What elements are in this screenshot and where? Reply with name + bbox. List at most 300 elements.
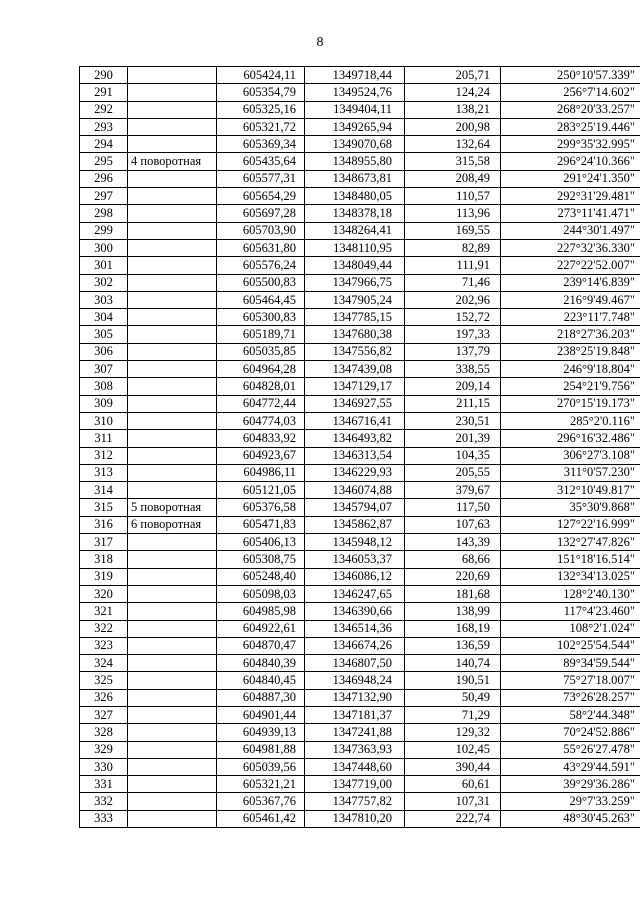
point-note-cell [128, 689, 217, 706]
y-coordinate-cell: 1346247,65 [305, 585, 405, 602]
table-row [80, 776, 640, 793]
table-row [80, 205, 640, 222]
point-number-cell: 332 [80, 793, 128, 810]
direction-angle-cell: 55°26'27.478" [501, 741, 640, 758]
table-row [80, 291, 640, 308]
point-note-cell [128, 361, 217, 378]
distance-cell: 132,64 [405, 136, 501, 153]
direction-angle-cell: 35°30'9.868" [501, 499, 640, 516]
distance-cell: 129,32 [405, 724, 501, 741]
x-coordinate-cell: 605189,71 [217, 326, 305, 343]
direction-angle-cell: 254°21'9.756" [501, 378, 640, 395]
table-row [80, 568, 640, 585]
distance-cell: 390,44 [405, 758, 501, 775]
x-coordinate-cell: 605321,21 [217, 776, 305, 793]
table-row [80, 585, 640, 602]
point-note-cell [128, 188, 217, 205]
point-note-cell [128, 257, 217, 274]
x-coordinate-cell: 604772,44 [217, 395, 305, 412]
x-coordinate-cell: 605500,83 [217, 274, 305, 291]
x-coordinate-cell: 605308,75 [217, 551, 305, 568]
table-row [80, 67, 640, 84]
point-note-cell: 6 поворотная [128, 516, 217, 533]
distance-cell: 82,89 [405, 239, 501, 256]
table-row [80, 395, 640, 412]
x-coordinate-cell: 605367,76 [217, 793, 305, 810]
distance-cell: 113,96 [405, 205, 501, 222]
table-row [80, 603, 640, 620]
point-number-cell: 327 [80, 706, 128, 723]
x-coordinate-cell: 605376,58 [217, 499, 305, 516]
point-number-cell: 313 [80, 464, 128, 481]
y-coordinate-cell: 1346493,82 [305, 430, 405, 447]
point-note-cell [128, 637, 217, 654]
distance-cell: 104,35 [405, 447, 501, 464]
distance-cell: 137,79 [405, 343, 501, 360]
table-row [80, 724, 640, 741]
x-coordinate-cell: 605471,83 [217, 516, 305, 533]
x-coordinate-cell: 605248,40 [217, 568, 305, 585]
x-coordinate-cell: 604964,28 [217, 361, 305, 378]
y-coordinate-cell: 1347181,37 [305, 706, 405, 723]
point-number-cell: 290 [80, 67, 128, 84]
y-coordinate-cell: 1347132,90 [305, 689, 405, 706]
x-coordinate-cell: 605098,03 [217, 585, 305, 602]
distance-cell: 220,69 [405, 568, 501, 585]
point-note-cell [128, 534, 217, 551]
x-coordinate-cell: 605354,79 [217, 84, 305, 101]
point-note-cell [128, 706, 217, 723]
point-note-cell: 4 поворотная [128, 153, 217, 170]
table-row [80, 84, 640, 101]
table-row [80, 326, 640, 343]
point-number-cell: 292 [80, 101, 128, 118]
distance-cell: 138,21 [405, 101, 501, 118]
point-note-cell [128, 776, 217, 793]
y-coordinate-cell: 1348110,95 [305, 239, 405, 256]
point-note-cell [128, 395, 217, 412]
table-row [80, 655, 640, 672]
distance-cell: 205,55 [405, 464, 501, 481]
y-coordinate-cell: 1345794,07 [305, 499, 405, 516]
x-coordinate-cell: 605325,16 [217, 101, 305, 118]
y-coordinate-cell: 1347448,60 [305, 758, 405, 775]
direction-angle-cell: 151°18'16.514" [501, 551, 640, 568]
table-row [80, 689, 640, 706]
point-number-cell: 295 [80, 153, 128, 170]
direction-angle-cell: 127°22'16.999" [501, 516, 640, 533]
coordinates-table-body [80, 67, 640, 828]
point-number-cell: 326 [80, 689, 128, 706]
table-row [80, 239, 640, 256]
distance-cell: 211,15 [405, 395, 501, 412]
distance-cell: 209,14 [405, 378, 501, 395]
direction-angle-cell: 270°15'19.173" [501, 395, 640, 412]
distance-cell: 140,74 [405, 655, 501, 672]
point-number-cell: 311 [80, 430, 128, 447]
distance-cell: 71,29 [405, 706, 501, 723]
distance-cell: 169,55 [405, 222, 501, 239]
direction-angle-cell: 244°30'1.497" [501, 222, 640, 239]
table-row [80, 706, 640, 723]
direction-angle-cell: 273°11'41.471" [501, 205, 640, 222]
y-coordinate-cell: 1349265,94 [305, 118, 405, 135]
distance-cell: 379,67 [405, 482, 501, 499]
direction-angle-cell: 246°9'18.804" [501, 361, 640, 378]
distance-cell: 111,91 [405, 257, 501, 274]
distance-cell: 138,99 [405, 603, 501, 620]
table-row [80, 620, 640, 637]
y-coordinate-cell: 1348378,18 [305, 205, 405, 222]
x-coordinate-cell: 604901,44 [217, 706, 305, 723]
point-number-cell: 308 [80, 378, 128, 395]
point-number-cell: 291 [80, 84, 128, 101]
distance-cell: 315,58 [405, 153, 501, 170]
point-note-cell [128, 378, 217, 395]
x-coordinate-cell: 604840,39 [217, 655, 305, 672]
x-coordinate-cell: 605300,83 [217, 309, 305, 326]
x-coordinate-cell: 604774,03 [217, 412, 305, 429]
direction-angle-cell: 223°11'7.748" [501, 309, 640, 326]
point-note-cell [128, 101, 217, 118]
y-coordinate-cell: 1347439,08 [305, 361, 405, 378]
table-row [80, 534, 640, 551]
x-coordinate-cell: 605035,85 [217, 343, 305, 360]
point-number-cell: 328 [80, 724, 128, 741]
table-row [80, 274, 640, 291]
y-coordinate-cell: 1346313,54 [305, 447, 405, 464]
point-note-cell [128, 291, 217, 308]
x-coordinate-cell: 604939,13 [217, 724, 305, 741]
point-number-cell: 310 [80, 412, 128, 429]
point-number-cell: 296 [80, 170, 128, 187]
distance-cell: 117,50 [405, 499, 501, 516]
point-number-cell: 333 [80, 810, 128, 827]
point-note-cell [128, 551, 217, 568]
y-coordinate-cell: 1349404,11 [305, 101, 405, 118]
distance-cell: 190,51 [405, 672, 501, 689]
x-coordinate-cell: 605424,11 [217, 67, 305, 84]
x-coordinate-cell: 605576,24 [217, 257, 305, 274]
distance-cell: 197,33 [405, 326, 501, 343]
x-coordinate-cell: 605631,80 [217, 239, 305, 256]
direction-angle-cell: 58°2'44.348" [501, 706, 640, 723]
direction-angle-cell: 132°34'13.025" [501, 568, 640, 585]
table-row [80, 741, 640, 758]
direction-angle-cell: 89°34'59.544" [501, 655, 640, 672]
direction-angle-cell: 75°27'18.007" [501, 672, 640, 689]
point-number-cell: 314 [80, 482, 128, 499]
direction-angle-cell: 285°2'0.116" [501, 412, 640, 429]
y-coordinate-cell: 1347757,82 [305, 793, 405, 810]
x-coordinate-cell: 604887,30 [217, 689, 305, 706]
direction-angle-cell: 239°14'6.839" [501, 274, 640, 291]
point-number-cell: 307 [80, 361, 128, 378]
direction-angle-cell: 218°27'36.203" [501, 326, 640, 343]
table-row [80, 499, 640, 516]
y-coordinate-cell: 1349718,44 [305, 67, 405, 84]
direction-angle-cell: 216°9'49.467" [501, 291, 640, 308]
point-number-cell: 300 [80, 239, 128, 256]
x-coordinate-cell: 604833,92 [217, 430, 305, 447]
y-coordinate-cell: 1347680,38 [305, 326, 405, 343]
distance-cell: 107,31 [405, 793, 501, 810]
y-coordinate-cell: 1347556,82 [305, 343, 405, 360]
point-number-cell: 315 [80, 499, 128, 516]
point-note-cell [128, 482, 217, 499]
direction-angle-cell: 292°31'29.481" [501, 188, 640, 205]
y-coordinate-cell: 1347129,17 [305, 378, 405, 395]
point-note-cell [128, 603, 217, 620]
point-number-cell: 323 [80, 637, 128, 654]
point-note-cell [128, 810, 217, 827]
x-coordinate-cell: 605321,72 [217, 118, 305, 135]
direction-angle-cell: 250°10'57.339" [501, 67, 640, 84]
point-note-cell [128, 309, 217, 326]
y-coordinate-cell: 1346716,41 [305, 412, 405, 429]
point-note-cell [128, 464, 217, 481]
table-row [80, 343, 640, 360]
x-coordinate-cell: 605121,05 [217, 482, 305, 499]
distance-cell: 200,98 [405, 118, 501, 135]
y-coordinate-cell: 1346074,88 [305, 482, 405, 499]
x-coordinate-cell: 605577,31 [217, 170, 305, 187]
y-coordinate-cell: 1346927,55 [305, 395, 405, 412]
y-coordinate-cell: 1345862,87 [305, 516, 405, 533]
direction-angle-cell: 238°25'19.848" [501, 343, 640, 360]
point-note-cell [128, 585, 217, 602]
y-coordinate-cell: 1348049,44 [305, 257, 405, 274]
table-row [80, 447, 640, 464]
direction-angle-cell: 256°7'14.602" [501, 84, 640, 101]
distance-cell: 71,46 [405, 274, 501, 291]
point-note-cell [128, 274, 217, 291]
point-note-cell [128, 758, 217, 775]
table-row [80, 136, 640, 153]
table-row [80, 516, 640, 533]
x-coordinate-cell: 605703,90 [217, 222, 305, 239]
table-row [80, 430, 640, 447]
direction-angle-cell: 306°27'3.108" [501, 447, 640, 464]
distance-cell: 143,39 [405, 534, 501, 551]
table-row [80, 378, 640, 395]
distance-cell: 168,19 [405, 620, 501, 637]
table-row [80, 464, 640, 481]
direction-angle-cell: 299°35'32.995" [501, 136, 640, 153]
point-number-cell: 304 [80, 309, 128, 326]
point-number-cell: 298 [80, 205, 128, 222]
point-note-cell: 5 поворотная [128, 499, 217, 516]
point-number-cell: 317 [80, 534, 128, 551]
point-note-cell [128, 620, 217, 637]
direction-angle-cell: 296°16'32.486" [501, 430, 640, 447]
point-note-cell [128, 343, 217, 360]
y-coordinate-cell: 1347241,88 [305, 724, 405, 741]
point-number-cell: 330 [80, 758, 128, 775]
direction-angle-cell: 312°10'49.817" [501, 482, 640, 499]
point-number-cell: 303 [80, 291, 128, 308]
y-coordinate-cell: 1347810,20 [305, 810, 405, 827]
direction-angle-cell: 311°0'57.230" [501, 464, 640, 481]
x-coordinate-cell: 605697,28 [217, 205, 305, 222]
point-note-cell [128, 136, 217, 153]
x-coordinate-cell: 605461,42 [217, 810, 305, 827]
distance-cell: 50,49 [405, 689, 501, 706]
point-number-cell: 325 [80, 672, 128, 689]
y-coordinate-cell: 1346807,50 [305, 655, 405, 672]
x-coordinate-cell: 604840,45 [217, 672, 305, 689]
point-number-cell: 294 [80, 136, 128, 153]
y-coordinate-cell: 1349524,76 [305, 84, 405, 101]
distance-cell: 201,39 [405, 430, 501, 447]
x-coordinate-cell: 604922,61 [217, 620, 305, 637]
direction-angle-cell: 227°32'36.330" [501, 239, 640, 256]
direction-angle-cell: 29°7'33.259" [501, 793, 640, 810]
distance-cell: 205,71 [405, 67, 501, 84]
table-row [80, 309, 640, 326]
point-note-cell [128, 655, 217, 672]
point-note-cell [128, 67, 217, 84]
y-coordinate-cell: 1346948,24 [305, 672, 405, 689]
distance-cell: 152,72 [405, 309, 501, 326]
direction-angle-cell: 291°24'1.350" [501, 170, 640, 187]
distance-cell: 107,63 [405, 516, 501, 533]
y-coordinate-cell: 1346390,66 [305, 603, 405, 620]
point-note-cell [128, 741, 217, 758]
x-coordinate-cell: 604981,88 [217, 741, 305, 758]
point-note-cell [128, 239, 217, 256]
point-number-cell: 321 [80, 603, 128, 620]
distance-cell: 136,59 [405, 637, 501, 654]
point-note-cell [128, 724, 217, 741]
point-note-cell [128, 793, 217, 810]
y-coordinate-cell: 1346053,37 [305, 551, 405, 568]
point-number-cell: 302 [80, 274, 128, 291]
point-number-cell: 299 [80, 222, 128, 239]
y-coordinate-cell: 1347719,00 [305, 776, 405, 793]
point-number-cell: 322 [80, 620, 128, 637]
point-number-cell: 312 [80, 447, 128, 464]
direction-angle-cell: 108°2'1.024" [501, 620, 640, 637]
y-coordinate-cell: 1346514,36 [305, 620, 405, 637]
y-coordinate-cell: 1348673,81 [305, 170, 405, 187]
x-coordinate-cell: 605039,56 [217, 758, 305, 775]
direction-angle-cell: 117°4'23.460" [501, 603, 640, 620]
point-number-cell: 293 [80, 118, 128, 135]
x-coordinate-cell: 604923,67 [217, 447, 305, 464]
table-row [80, 257, 640, 274]
point-number-cell: 329 [80, 741, 128, 758]
table-row [80, 482, 640, 499]
point-note-cell [128, 412, 217, 429]
point-note-cell [128, 430, 217, 447]
y-coordinate-cell: 1345948,12 [305, 534, 405, 551]
direction-angle-cell: 227°22'52.007" [501, 257, 640, 274]
direction-angle-cell: 70°24'52.886" [501, 724, 640, 741]
point-number-cell: 306 [80, 343, 128, 360]
point-number-cell: 331 [80, 776, 128, 793]
y-coordinate-cell: 1347905,24 [305, 291, 405, 308]
point-note-cell [128, 326, 217, 343]
direction-angle-cell: 268°20'33.257" [501, 101, 640, 118]
point-note-cell [128, 170, 217, 187]
table-row [80, 672, 640, 689]
direction-angle-cell: 102°25'54.544" [501, 637, 640, 654]
point-number-cell: 297 [80, 188, 128, 205]
point-note-cell [128, 84, 217, 101]
point-note-cell [128, 568, 217, 585]
point-number-cell: 320 [80, 585, 128, 602]
direction-angle-cell: 43°29'44.591" [501, 758, 640, 775]
direction-angle-cell: 73°26'28.257" [501, 689, 640, 706]
table-row [80, 758, 640, 775]
distance-cell: 68,66 [405, 551, 501, 568]
distance-cell: 222,74 [405, 810, 501, 827]
table-row [80, 222, 640, 239]
table-row [80, 361, 640, 378]
distance-cell: 124,24 [405, 84, 501, 101]
x-coordinate-cell: 605654,29 [217, 188, 305, 205]
point-number-cell: 324 [80, 655, 128, 672]
distance-cell: 60,61 [405, 776, 501, 793]
point-number-cell: 305 [80, 326, 128, 343]
table-row [80, 551, 640, 568]
table-row [80, 170, 640, 187]
x-coordinate-cell: 604870,47 [217, 637, 305, 654]
x-coordinate-cell: 605464,45 [217, 291, 305, 308]
point-note-cell [128, 447, 217, 464]
x-coordinate-cell: 605435,64 [217, 153, 305, 170]
y-coordinate-cell: 1349070,68 [305, 136, 405, 153]
table-row [80, 101, 640, 118]
y-coordinate-cell: 1346674,26 [305, 637, 405, 654]
point-note-cell [128, 205, 217, 222]
x-coordinate-cell: 604986,11 [217, 464, 305, 481]
direction-angle-cell: 132°27'47.826" [501, 534, 640, 551]
y-coordinate-cell: 1348264,41 [305, 222, 405, 239]
y-coordinate-cell: 1348955,80 [305, 153, 405, 170]
page-number: 8 [316, 35, 324, 50]
point-number-cell: 319 [80, 568, 128, 585]
direction-angle-cell: 39°29'36.286" [501, 776, 640, 793]
distance-cell: 202,96 [405, 291, 501, 308]
y-coordinate-cell: 1347785,15 [305, 309, 405, 326]
direction-angle-cell: 48°30'45.263" [501, 810, 640, 827]
distance-cell: 181,68 [405, 585, 501, 602]
point-note-cell [128, 222, 217, 239]
distance-cell: 110,57 [405, 188, 501, 205]
x-coordinate-cell: 605369,34 [217, 136, 305, 153]
distance-cell: 230,51 [405, 412, 501, 429]
y-coordinate-cell: 1347966,75 [305, 274, 405, 291]
y-coordinate-cell: 1347363,93 [305, 741, 405, 758]
point-number-cell: 301 [80, 257, 128, 274]
x-coordinate-cell: 604828,01 [217, 378, 305, 395]
distance-cell: 102,45 [405, 741, 501, 758]
x-coordinate-cell: 605406,13 [217, 534, 305, 551]
distance-cell: 338,55 [405, 361, 501, 378]
point-number-cell: 309 [80, 395, 128, 412]
point-number-cell: 318 [80, 551, 128, 568]
table-row [80, 118, 640, 135]
table-row [80, 793, 640, 810]
point-note-cell [128, 118, 217, 135]
direction-angle-cell: 283°25'19.446" [501, 118, 640, 135]
y-coordinate-cell: 1346086,12 [305, 568, 405, 585]
direction-angle-cell: 296°24'10.366" [501, 153, 640, 170]
x-coordinate-cell: 604985,98 [217, 603, 305, 620]
direction-angle-cell: 128°2'40.130" [501, 585, 640, 602]
